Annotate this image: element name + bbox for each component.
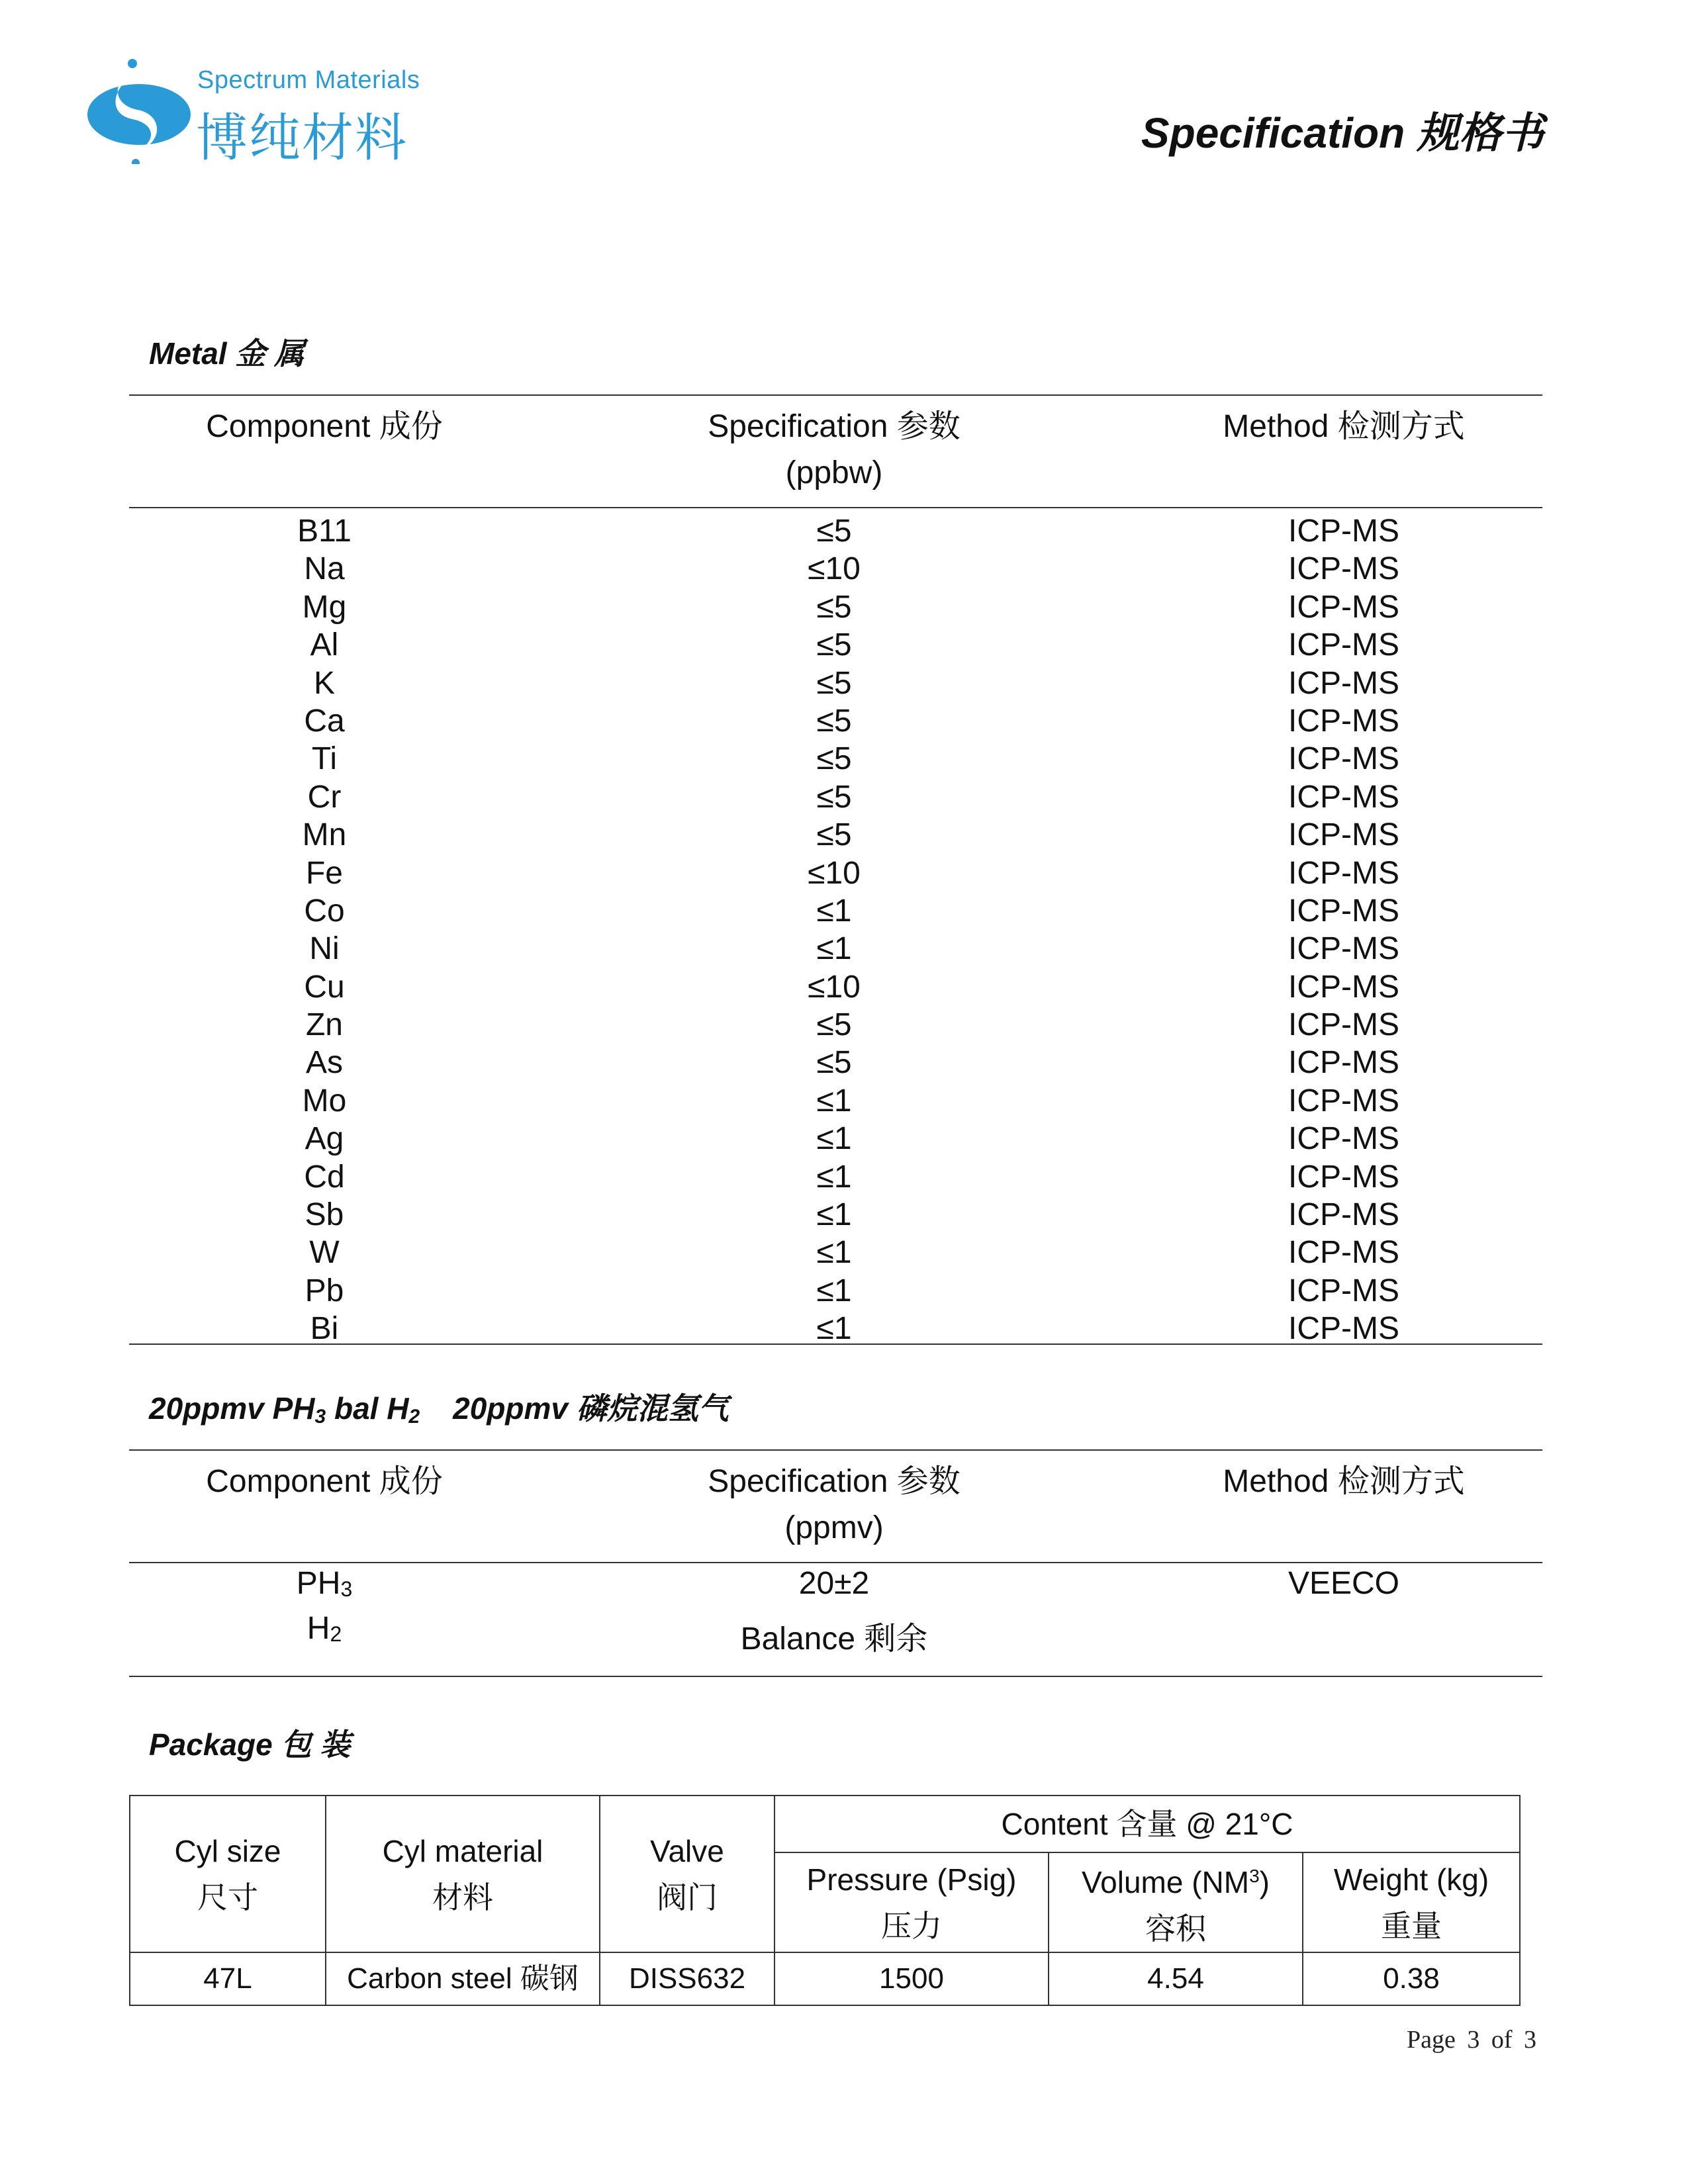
pkg-cell-valve: DISS632 bbox=[600, 1952, 774, 2005]
logo-mark-icon bbox=[86, 58, 192, 164]
table-row bbox=[0, 740, 1688, 778]
metal-spec-cell: ≤5 bbox=[816, 1045, 852, 1081]
table-row bbox=[0, 778, 1688, 816]
pkg-header-valve-en: Valve bbox=[650, 1833, 724, 1868]
gas-row-component bbox=[199, 1610, 450, 1653]
metal-spec-cell: ≤1 bbox=[816, 1197, 852, 1233]
gas-table-header-rule bbox=[129, 1562, 1542, 1563]
metal-spec-cell: ≤1 bbox=[816, 1311, 852, 1347]
metal-component-cell: Mg bbox=[302, 589, 347, 625]
logo-text-cn: 博纯材料 bbox=[196, 109, 408, 167]
metal-header-component: Component 成份 bbox=[206, 409, 443, 444]
metal-method-cell: ICP-MS bbox=[1288, 1045, 1399, 1081]
footer-page-total: 3 bbox=[1524, 2026, 1536, 2054]
metal-section-title: Metal 金 属 bbox=[149, 336, 305, 371]
metal-component-cell: Co bbox=[304, 893, 345, 929]
pkg-header-cyl-material bbox=[326, 1796, 600, 1952]
metal-spec-cell: ≤5 bbox=[816, 665, 852, 701]
metal-method-cell: ICP-MS bbox=[1288, 779, 1399, 815]
metal-method-cell: ICP-MS bbox=[1288, 1083, 1399, 1118]
metal-method-cell: ICP-MS bbox=[1288, 551, 1399, 587]
gas-header-method: Method 检测方式 bbox=[1223, 1464, 1465, 1499]
gas-component-subscript: 3 bbox=[340, 1577, 353, 1601]
metal-spec-cell: ≤1 bbox=[816, 1121, 852, 1157]
metal-spec-cell: ≤5 bbox=[816, 589, 852, 625]
pkg-header-volume-cn: 容积 bbox=[1145, 1911, 1206, 1946]
pkg-volume-superscript: 3 bbox=[1249, 1866, 1260, 1886]
metal-spec-cell: ≤5 bbox=[816, 627, 852, 663]
metal-method-cell: ICP-MS bbox=[1288, 514, 1399, 549]
table-row bbox=[0, 892, 1688, 930]
metal-component-cell: Bi bbox=[310, 1311, 339, 1347]
metal-header-spec-unit: (ppbw) bbox=[785, 455, 883, 490]
metal-component-cell: As bbox=[305, 1045, 343, 1081]
metal-component-cell: W bbox=[309, 1235, 340, 1271]
metal-method-cell: ICP-MS bbox=[1288, 1197, 1399, 1233]
pkg-header-weight-en: Weight (kg) bbox=[1333, 1862, 1489, 1897]
gas-section-title bbox=[149, 1385, 729, 1428]
pkg-volume-text-end: ) bbox=[1259, 1865, 1270, 1899]
pkg-header-content: Content 含量 @ 21°C bbox=[774, 1796, 1520, 1852]
metal-spec-cell: ≤1 bbox=[816, 1273, 852, 1308]
package-section-title: Package 包 装 bbox=[149, 1727, 351, 1762]
metal-component-cell: Ca bbox=[304, 703, 345, 739]
pkg-cell-cyl-material: Carbon steel 碳钢 bbox=[326, 1952, 600, 2005]
metal-component-cell: B11 bbox=[297, 514, 352, 549]
metal-method-cell: ICP-MS bbox=[1288, 1273, 1399, 1308]
pkg-header-cyl-material-en: Cyl material bbox=[382, 1833, 543, 1868]
footer-of-word: of bbox=[1491, 2026, 1513, 2054]
page-number-footer bbox=[1404, 2025, 1539, 2054]
metal-method-cell: ICP-MS bbox=[1288, 1121, 1399, 1157]
table-row bbox=[0, 1196, 1688, 1234]
gas-row-spec: 20±2 bbox=[798, 1566, 870, 1601]
metal-method-cell: ICP-MS bbox=[1288, 741, 1399, 777]
metal-component-cell: Ti bbox=[311, 741, 338, 777]
gas-table-bottom-rule bbox=[129, 1676, 1542, 1677]
metal-method-cell: ICP-MS bbox=[1288, 931, 1399, 967]
metal-spec-cell: ≤10 bbox=[808, 551, 861, 587]
gas-component-symbol: PH bbox=[296, 1566, 341, 1601]
pkg-header-valve bbox=[600, 1796, 774, 1952]
metal-table-body bbox=[0, 512, 1688, 1348]
metal-method-cell: ICP-MS bbox=[1288, 627, 1399, 663]
gas-row-spec: Balance 剩余 bbox=[740, 1621, 928, 1657]
table-row bbox=[0, 588, 1688, 626]
metal-spec-cell: ≤5 bbox=[816, 779, 852, 815]
package-table bbox=[129, 1795, 1521, 2006]
pkg-cell-weight: 0.38 bbox=[1303, 1952, 1520, 2005]
gas-header-spec-label: Specification 参数 bbox=[708, 1464, 961, 1499]
pkg-header-cyl-material-cn: 材料 bbox=[432, 1880, 493, 1915]
table-row bbox=[0, 702, 1688, 740]
gas-title-subscript: 3 bbox=[314, 1406, 326, 1428]
metal-spec-cell: ≤5 bbox=[816, 741, 852, 777]
metal-table-header-rule bbox=[129, 507, 1542, 508]
metal-header-spec-label: Specification 参数 bbox=[708, 409, 961, 444]
gas-header-component: Component 成份 bbox=[206, 1464, 443, 1499]
metal-method-cell: ICP-MS bbox=[1288, 893, 1399, 929]
metal-component-cell: Pb bbox=[305, 1273, 344, 1308]
metal-method-cell: ICP-MS bbox=[1288, 1159, 1399, 1195]
pkg-header-volume-en bbox=[1049, 1853, 1302, 1905]
gas-title-part: bal H bbox=[326, 1391, 409, 1426]
table-row bbox=[0, 512, 1688, 550]
table-row bbox=[0, 854, 1688, 892]
pkg-header-cyl-size bbox=[130, 1796, 326, 1952]
metal-spec-cell: ≤1 bbox=[816, 931, 852, 967]
gas-title-subscript: 2 bbox=[408, 1406, 420, 1428]
gas-header-spec-unit: (ppmv) bbox=[784, 1510, 884, 1545]
metal-method-cell: ICP-MS bbox=[1288, 703, 1399, 739]
pkg-cell-volume: 4.54 bbox=[1049, 1952, 1303, 2005]
logo-text-en: Spectrum Materials bbox=[197, 66, 420, 94]
metal-method-cell: ICP-MS bbox=[1288, 817, 1399, 853]
gas-title-part: 20ppmv PH bbox=[149, 1391, 315, 1426]
pkg-header-pressure-cn: 压力 bbox=[881, 1908, 942, 1943]
metal-component-cell: Zn bbox=[305, 1007, 343, 1043]
metal-table-bottom-rule bbox=[129, 1343, 1542, 1345]
table-row bbox=[0, 816, 1688, 854]
metal-component-cell: Fe bbox=[305, 855, 343, 891]
document-title: Specification 规格书 bbox=[1141, 109, 1544, 157]
metal-component-cell: Al bbox=[310, 627, 339, 663]
pkg-header-cyl-size-en: Cyl size bbox=[174, 1833, 281, 1868]
gas-table-top-rule bbox=[129, 1449, 1542, 1451]
metal-spec-cell: ≤1 bbox=[816, 893, 852, 929]
metal-header-method: Method 检测方式 bbox=[1223, 409, 1465, 444]
gas-row-method: VEECO bbox=[1288, 1566, 1400, 1601]
metal-method-cell: ICP-MS bbox=[1288, 855, 1399, 891]
pkg-header-valve-cn: 阀门 bbox=[657, 1880, 718, 1915]
table-row bbox=[0, 1044, 1688, 1081]
pkg-header-weight-cn: 重量 bbox=[1381, 1908, 1442, 1943]
metal-method-cell: ICP-MS bbox=[1288, 589, 1399, 625]
table-row bbox=[0, 1082, 1688, 1120]
footer-page-word: Page bbox=[1406, 2026, 1456, 2054]
table-row bbox=[0, 930, 1688, 968]
metal-component-cell: Mo bbox=[302, 1083, 347, 1118]
pkg-volume-text: Volume (NM bbox=[1082, 1865, 1250, 1899]
table-row bbox=[0, 626, 1688, 664]
metal-method-cell: ICP-MS bbox=[1288, 665, 1399, 701]
pkg-header-pressure bbox=[774, 1852, 1049, 1952]
table-row bbox=[0, 1272, 1688, 1310]
metal-component-cell: Ag bbox=[305, 1121, 344, 1157]
pkg-cell-pressure: 1500 bbox=[774, 1952, 1049, 2005]
metal-spec-cell: ≤10 bbox=[808, 969, 861, 1005]
gas-row-component bbox=[199, 1565, 450, 1608]
metal-spec-cell: ≤10 bbox=[808, 855, 861, 891]
metal-table-top-rule bbox=[129, 394, 1542, 396]
table-row bbox=[0, 1234, 1688, 1271]
metal-component-cell: Ni bbox=[309, 931, 340, 967]
metal-component-cell: Na bbox=[304, 551, 345, 587]
metal-component-cell: Cd bbox=[304, 1159, 345, 1195]
footer-page-number: 3 bbox=[1467, 2026, 1480, 2054]
pkg-header-volume bbox=[1049, 1852, 1303, 1952]
pkg-cell-cyl-size: 47L bbox=[130, 1952, 326, 2005]
metal-method-cell: ICP-MS bbox=[1288, 1311, 1399, 1347]
metal-spec-cell: ≤5 bbox=[816, 703, 852, 739]
metal-component-cell: Mn bbox=[302, 817, 347, 853]
table-row bbox=[0, 968, 1688, 1006]
metal-header-spec bbox=[662, 404, 1006, 496]
gas-title-cn: 20ppmv 磷烷混氢气 bbox=[453, 1391, 729, 1426]
gas-header-spec bbox=[662, 1459, 1006, 1551]
metal-method-cell: ICP-MS bbox=[1288, 1235, 1399, 1271]
gas-component-symbol: H bbox=[306, 1611, 330, 1646]
metal-component-cell: Cr bbox=[307, 779, 342, 815]
pkg-header-pressure-en: Pressure (Psig) bbox=[806, 1862, 1017, 1897]
table-row bbox=[0, 1120, 1688, 1158]
metal-component-cell: Sb bbox=[305, 1197, 344, 1233]
table-row bbox=[0, 550, 1688, 588]
pkg-header-weight bbox=[1303, 1852, 1520, 1952]
metal-method-cell: ICP-MS bbox=[1288, 969, 1399, 1005]
metal-spec-cell: ≤1 bbox=[816, 1159, 852, 1195]
table-row bbox=[0, 1006, 1688, 1044]
table-row bbox=[0, 1310, 1688, 1347]
metal-spec-cell: ≤1 bbox=[816, 1235, 852, 1271]
table-row bbox=[0, 664, 1688, 702]
table-row bbox=[0, 1158, 1688, 1196]
pkg-header-cyl-size-cn: 尺寸 bbox=[197, 1880, 258, 1915]
metal-spec-cell: ≤1 bbox=[816, 1083, 852, 1118]
gas-component-subscript: 2 bbox=[330, 1622, 342, 1646]
company-logo bbox=[86, 58, 430, 171]
metal-component-cell: Cu bbox=[304, 969, 345, 1005]
metal-method-cell: ICP-MS bbox=[1288, 1007, 1399, 1043]
metal-spec-cell: ≤5 bbox=[816, 514, 852, 549]
metal-spec-cell: ≤5 bbox=[816, 1007, 852, 1043]
metal-spec-cell: ≤5 bbox=[816, 817, 852, 853]
metal-component-cell: K bbox=[313, 665, 335, 701]
